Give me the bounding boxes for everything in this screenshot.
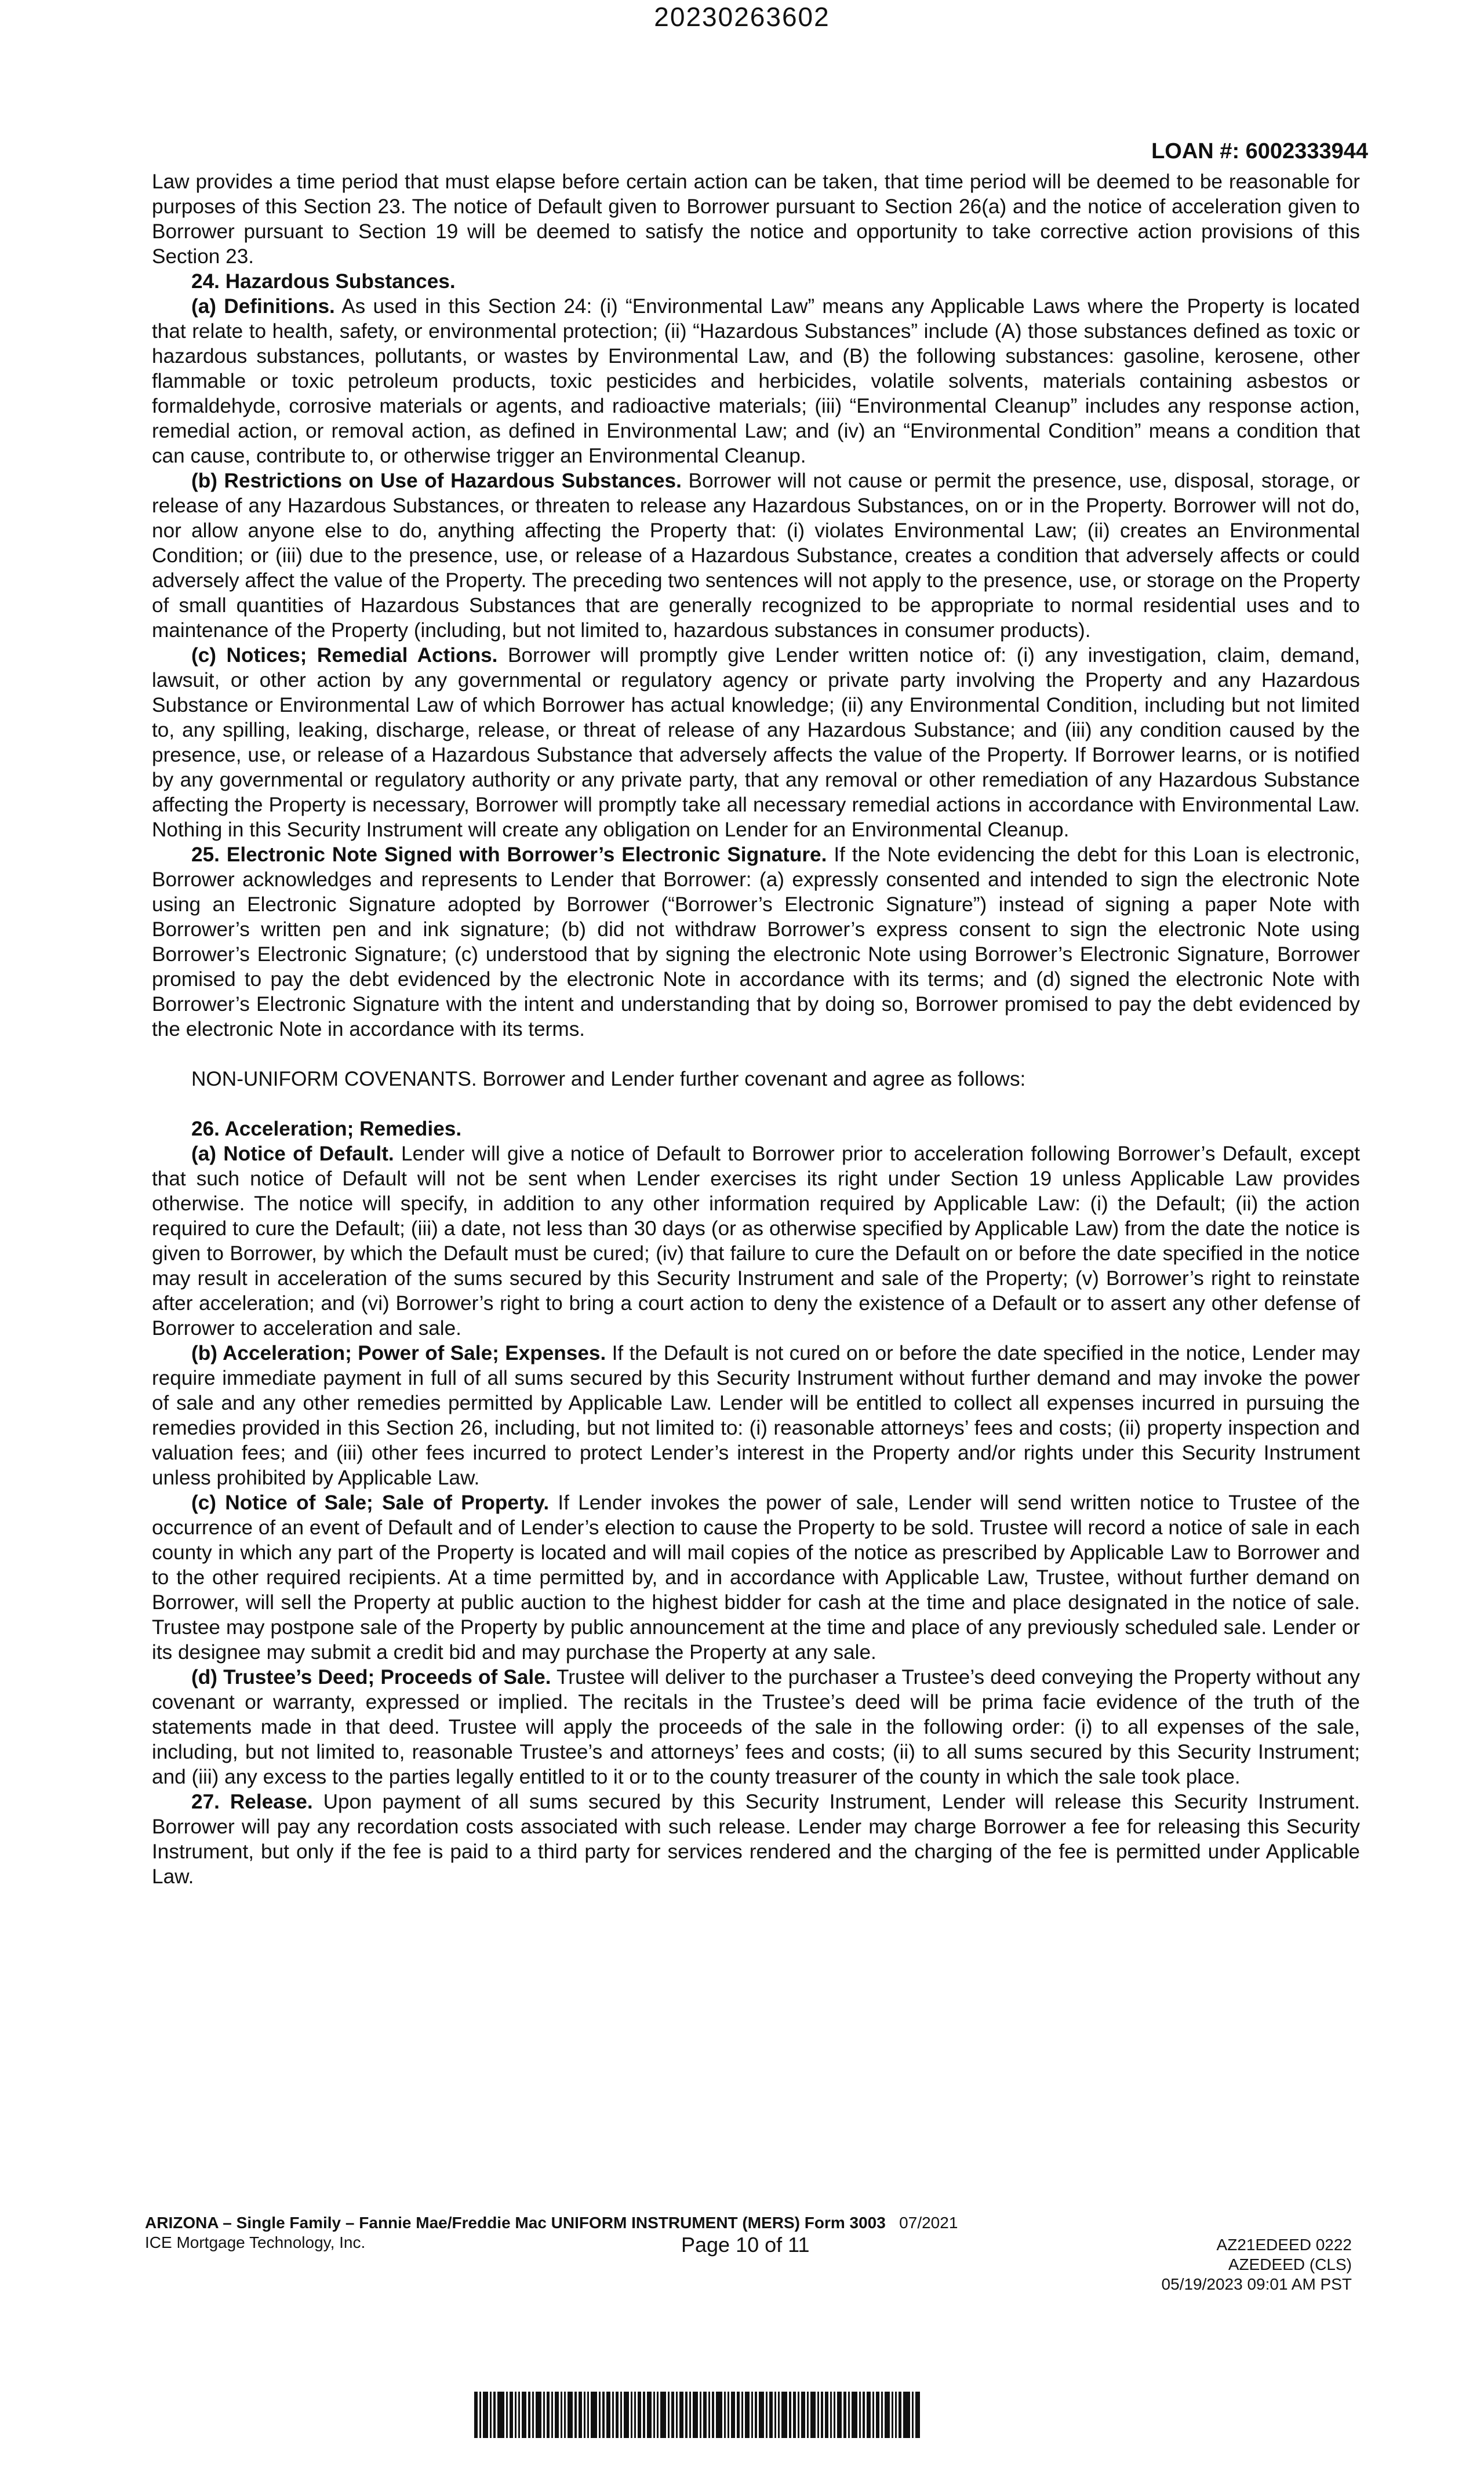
- section-24b: [152, 468, 1360, 643]
- subsection-heading: (c) Notice of Sale; Sale of Property.: [191, 1491, 550, 1514]
- section-24-heading: [152, 269, 1360, 294]
- subsection-heading: (c) Notices; Remedial Actions.: [191, 644, 498, 667]
- subsection-heading: (b) Acceleration; Power of Sale; Expenses.: [191, 1342, 606, 1365]
- subsection-heading: (b) Restrictions on Use of Hazardous Substances.: [191, 470, 682, 492]
- non-uniform-covenants: NON-UNIFORM COVENANTS. Borrower and Lender further covenant and agree as follows:: [191, 1068, 1026, 1090]
- subsection-heading: (a) Notice of Default.: [191, 1142, 394, 1165]
- form-code-secondary: AZEDEED (CLS): [1228, 2255, 1352, 2273]
- section-24a: [152, 294, 1360, 468]
- section-27: [152, 1789, 1360, 1889]
- loan-number: LOAN #: 6002333944: [1151, 139, 1368, 163]
- footer-right: [1162, 2235, 1352, 2294]
- recording-number: 20230263602: [654, 2, 830, 32]
- subsection-text: Trustee will deliver to the purchaser a Trustee’s deed conveying the Property without any covenant or warranty, expressed or implied. The recitals in the Trustee’s deed will be prima facie evidence of the truth of the statements made in that deed. Trustee will apply the proceeds of the sale in the following order: (i) to all expenses of the sale, including, but not limited to, reasonable Trustee’s and attorneys’ fees and costs; (ii) to all sums secured by this Security Instrument; and (iii) any excess to the parties legally entitled to it or to the county treasurer of the county in which the sale took place.: [152, 1666, 1360, 1788]
- subsection-heading: (a) Definitions.: [191, 295, 335, 318]
- section-26a: [152, 1141, 1360, 1341]
- form-code: AZ21EDEED 0222: [1216, 2236, 1352, 2254]
- subsection-text: If Lender invokes the power of sale, Lender will send written notice to Trustee of the occurrence of an event of Default and of Lender’s election to cause the Property to be sold. Trustee will record a notice of sale in each county in which any part of the Property is located and will mail copies of the notice as prescribed by Applicable Law to Borrower and to the other required recipients. At a time permitted by, and in accordance with Applicable Law, Trustee, without further demand on Borrower, will sell the Property at public auction to the highest bidder for cash at the time and place designated in the notice of sale. Trustee may postpone sale of the Property by public announcement at the time and place of any previously scheduled sale. Lender or its designee may submit a credit bid and may purchase the Property at any sale.: [152, 1491, 1360, 1664]
- section-text: If the Note evidencing the debt for this Loan is electronic, Borrower acknowledges and represents to Lender that Borrower: (a) expressly consented and intended to sign the electronic Note using an Electronic Signature adopted by Borrower (“Borrower’s Electronic Signature”) instead of signing a paper Note with Borrower’s written pen and ink signature; (b) did not withdraw Borrower’s express consent to sign the electronic Note using Borrower’s Electronic Signature; (c) understood that by signing the electronic Note using Borrower’s Electronic Signature, Borrower promised to pay the debt evidenced by the electronic Note in accordance with its terms; and (d) signed the electronic Note with Borrower’s Electronic Signature with the intent and understanding that by doing so, Borrower promised to pay the debt evidenced by the electronic Note in accordance with its terms.: [152, 843, 1360, 1040]
- print-timestamp: 05/19/2023 09:01 AM PST: [1161, 2275, 1352, 2293]
- section-26b: [152, 1341, 1360, 1490]
- subsection-text: Borrower will not cause or permit the presence, use, disposal, storage, or release of any Hazardous Substances, or threaten to release any Hazardous Substances, on or in the Property. Borrower will not do, nor allow anyone else to do, anything affecting the Property that: (i) violates Environmental Law; (ii) creates an Environmental Condition; or (iii) due to the presence, use, or release of a Hazardous Substance, creates a condition that adversely affects or could adversely affect the value of the Property. The preceding two sentences will not apply to the presence, use, or storage on the Property of small quantities of Hazardous Substances that are generally recognized to be appropriate to normal residential uses and to maintenance of the Property (including, but not limited to, hazardous substances in consumer products).: [152, 470, 1360, 642]
- heading-text: 24. Hazardous Substances.: [191, 270, 456, 293]
- document-barcode: [474, 2392, 1010, 2438]
- section-23-continuation: Law provides a time period that must elapse before certain action can be taken, that time period will be deemed to be reasonable for purposes of this Section 23. The notice of Default given to Borrower pursuant to Section 26(a) and the notice of acceleration given to Borrower pursuant to Section 19 will be deemed to satisfy the notice and opportunity to take corrective action provisions of this Section 23.: [152, 170, 1360, 268]
- page-number: Page 10 of 11: [681, 2233, 810, 2257]
- section-heading: 25. Electronic Note Signed with Borrower’s Electronic Signature.: [191, 843, 827, 866]
- section-text: Upon payment of all sums secured by this Security Instrument, Lender will release this Security Instrument. Borrower will pay any recordation costs associated with such release. Lender may charge Borrower a fee for releasing this Security Instrument, but only if the fee is paid to a third party for services rendered and the charging of the fee is permitted under Applicable Law.: [152, 1791, 1360, 1888]
- section-26d: [152, 1665, 1360, 1789]
- document-body: [152, 169, 1360, 1889]
- subsection-heading: (d) Trustee’s Deed; Proceeds of Sale.: [191, 1666, 551, 1689]
- section-25: [152, 842, 1360, 1042]
- form-title: ARIZONA – Single Family – Fannie Mae/Freddie Mac UNIFORM INSTRUMENT (MERS) Form 3003: [145, 2214, 886, 2232]
- subsection-text: If the Default is not cured on or before the date specified in the notice, Lender may require immediate payment in full of all sums secured by this Security Instrument without further demand and may invoke the power of sale and any other remedies permitted by Applicable Law. Lender will be entitled to collect all expenses incurred in pursuing the remedies provided in this Section 26, including, but not limited to: (i) reasonable attorneys’ fees and costs; (ii) property inspection and valuation fees; and (iii) other fees incurred to protect Lender’s interest in the Property and/or rights under this Security Instrument unless prohibited by Applicable Law.: [152, 1342, 1360, 1489]
- company-name: ICE Mortgage Technology, Inc.: [145, 2233, 366, 2251]
- heading-text: 26. Acceleration; Remedies.: [191, 1118, 462, 1140]
- section-26c: [152, 1490, 1360, 1665]
- subsection-text: Borrower will promptly give Lender written notice of: (i) any investigation, claim, demand, lawsuit, or other action by any governmental or regulatory agency or private party involving the Property and any Hazardous Substance or Environmental Law of which Borrower has actual knowledge; (ii) any Environmental Condition, including but not limited to, any spilling, leaking, discharge, release, or threat of release of any Hazardous Substance; and (iii) any condition caused by the presence, use, or release of a Hazardous Substance that adversely affects the value of the Property. If Borrower learns, or is notified by any governmental or regulatory authority or any private party, that any removal or other remediation of any Hazardous Substance affecting the Property is necessary, Borrower will promptly take all necessary remedial actions in accordance with Environmental Law. Nothing in this Security Instrument will create any obligation on Lender for an Environmental Cleanup.: [152, 644, 1360, 841]
- subsection-text: As used in this Section 24: (i) “Environmental Law” means any Applicable Laws where the Property is located that relate to health, safety, or environmental protection; (ii) “Hazardous Substances” include (A) those substances defined as toxic or hazardous substances, pollutants, or wastes by Environmental Law, and (B) the following substances: gasoline, kerosene, other flammable or toxic petroleum products, toxic pesticides and herbicides, volatile solvents, materials containing asbestos or formaldehyde, corrosive materials or agents, and radioactive materials; (iii) “Environmental Cleanup” includes any response action, remedial action, or removal action, as defined in Environmental Law; and (iv) an “Environmental Condition” means a condition that can cause, contribute to, or otherwise trigger an Environmental Cleanup.: [152, 295, 1360, 467]
- section-heading: 27. Release.: [191, 1791, 313, 1813]
- subsection-text: Lender will give a notice of Default to Borrower prior to acceleration following Borrower’s Default, except that such notice of Default will not be sent when Lender exercises its right under Section 19 unless Applicable Law provides otherwise. The notice will specify, in addition to any other information required by Applicable Law: (i) the Default; (ii) the action required to cure the Default; (iii) a date, not less than 30 days (or as otherwise specified by Applicable Law) from the date the notice is given to Borrower, by which the Default must be cured; (iv) that failure to cure the Default on or before the date specified in the notice may result in acceleration of the sums secured by this Security Instrument and sale of the Property; (v) Borrower’s right to reinstate after acceleration; and (vi) Borrower’s right to bring a court action to deny the existence of a Default or to assert any other defense of Borrower to acceleration and sale.: [152, 1142, 1360, 1340]
- footer-left: [145, 2213, 958, 2257]
- form-date: 07/2021: [899, 2214, 958, 2232]
- section-26-heading: [152, 1116, 1360, 1141]
- section-24c: [152, 643, 1360, 842]
